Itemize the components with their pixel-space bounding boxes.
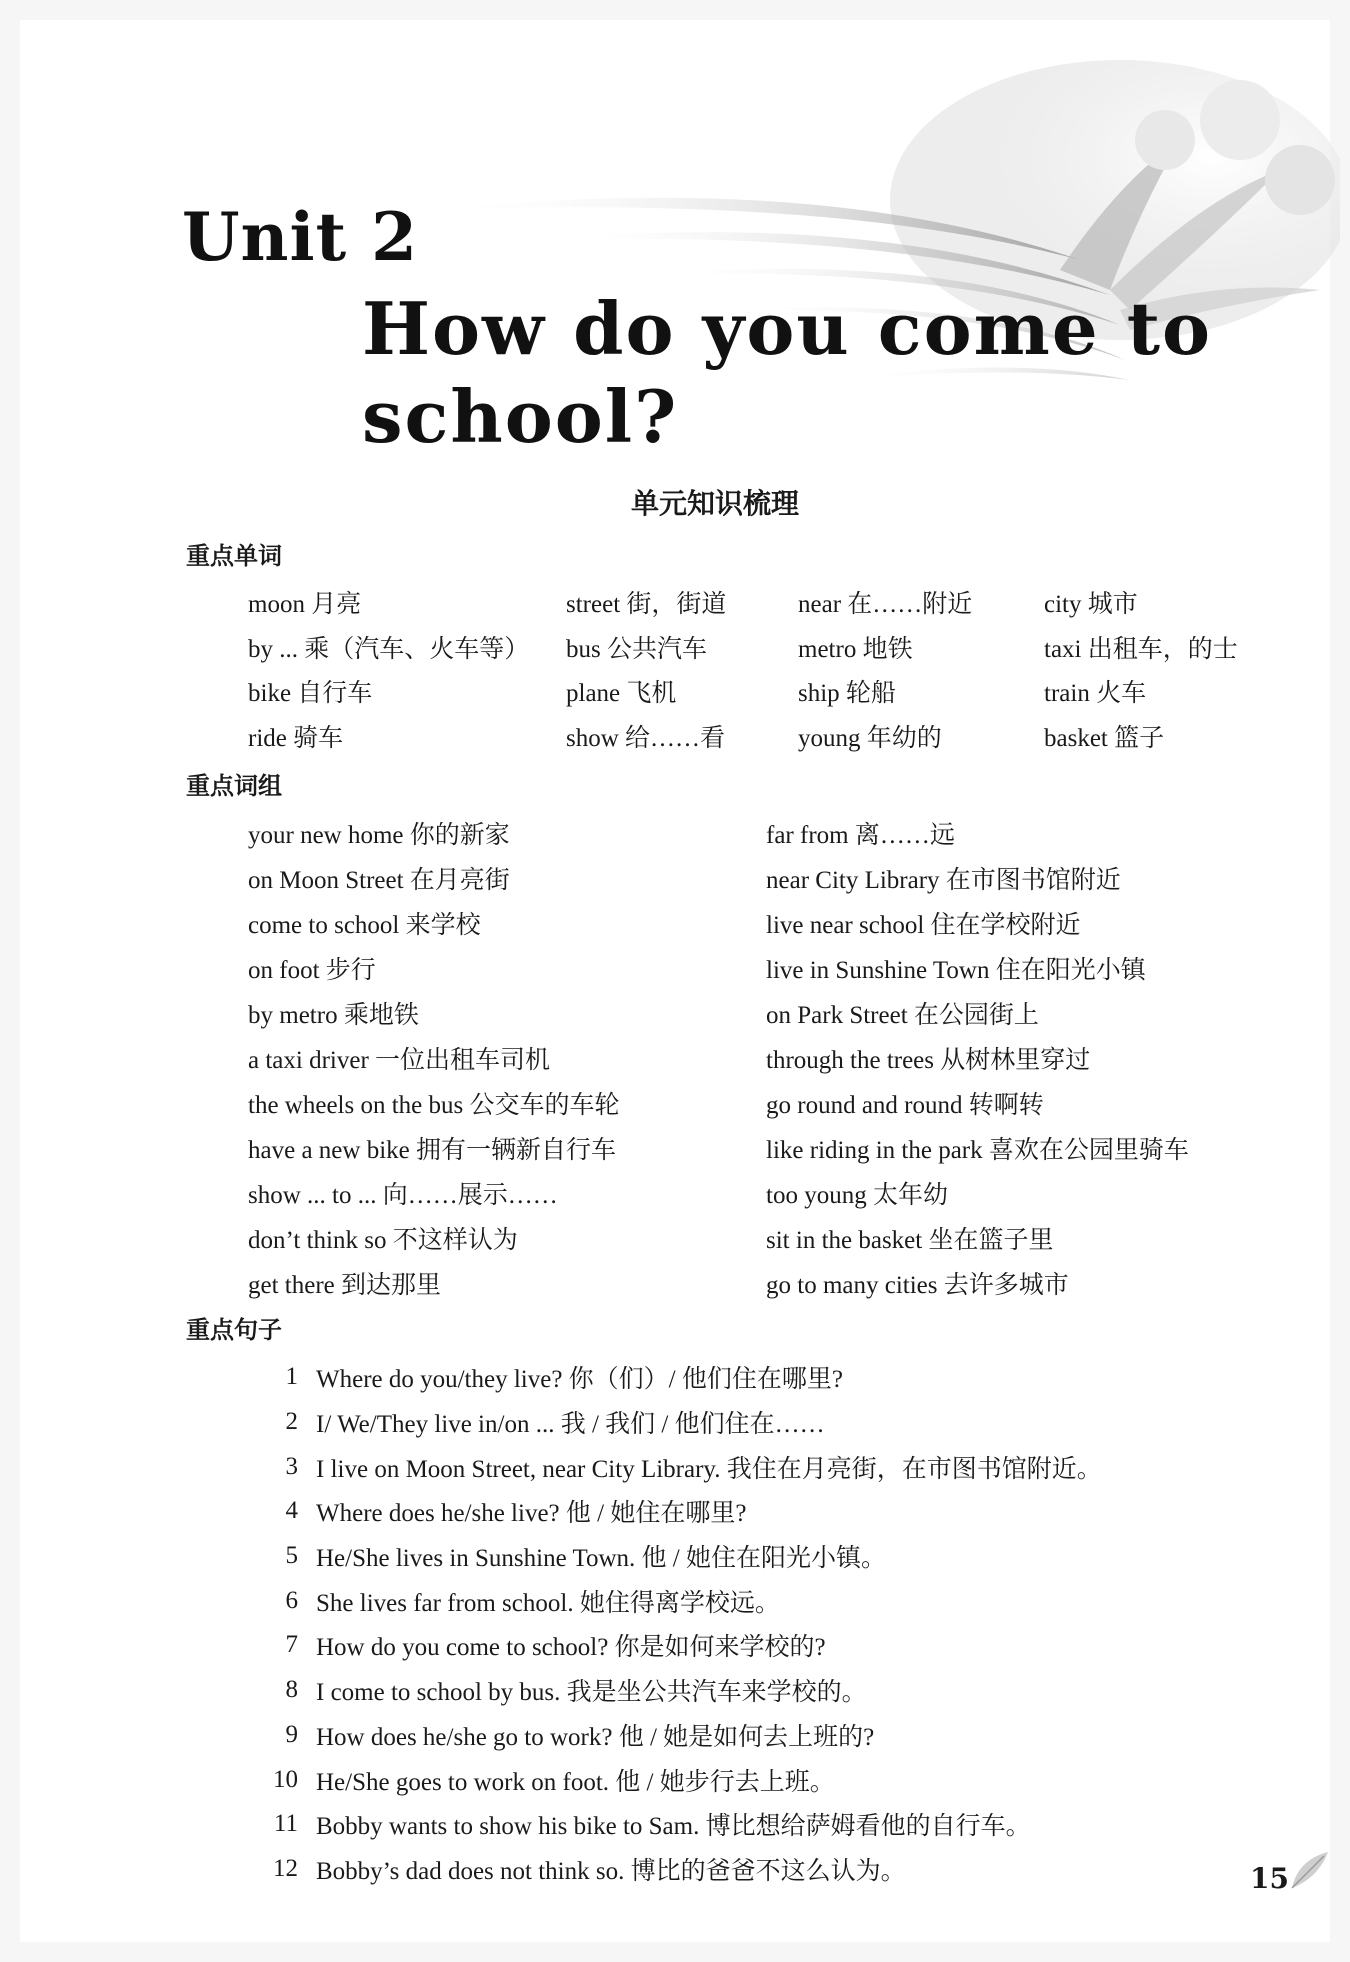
sentence-number: 5 xyxy=(285,1542,298,1570)
phrase-item: show ... to ... 向……展示…… xyxy=(248,1181,558,1209)
sentence-text: How does he/she go to work? 他 / 她是如何去上班的? xyxy=(316,1723,875,1751)
phrase-item: by metro 乘地铁 xyxy=(248,1001,419,1029)
section-title: 单元知识梳理 xyxy=(630,487,799,520)
key-phrases-list xyxy=(248,810,1308,1305)
word-item: metro 地铁 xyxy=(798,635,913,663)
sentence-text: She lives far from school. 她住得离学校远。 xyxy=(316,1589,780,1617)
word-item: train 火车 xyxy=(1044,680,1147,708)
phrase-item: have a new bike 拥有一辆新自行车 xyxy=(248,1136,616,1164)
sentence-item xyxy=(250,1355,1310,1400)
word-item: plane 飞机 xyxy=(566,680,677,708)
word-item: city 城市 xyxy=(1044,591,1138,619)
page-title xyxy=(362,285,1262,461)
phrase-item: a taxi driver 一位出租车司机 xyxy=(248,1046,551,1074)
word-item: bike 自行车 xyxy=(248,680,373,708)
phrase-item: the wheels on the bus 公交车的车轮 xyxy=(248,1091,620,1119)
sentence-item xyxy=(250,1713,1310,1758)
word-item: ship 轮船 xyxy=(798,680,896,708)
phrase-item: come to school 来学校 xyxy=(248,911,481,939)
sentence-item xyxy=(250,1534,1310,1579)
sentence-text: I come to school by bus. 我是坐公共汽车来学校的。 xyxy=(316,1679,867,1707)
phrase-item: near City Library 在市图书馆附近 xyxy=(766,866,1121,894)
heading-words: 重点单词 xyxy=(186,542,282,570)
phrase-item: go to many cities 去许多城市 xyxy=(766,1271,1069,1299)
sentence-number: 7 xyxy=(285,1631,298,1659)
phrase-item: too young 太年幼 xyxy=(766,1181,948,1209)
sentence-number: 1 xyxy=(285,1363,298,1391)
page-number: 15 xyxy=(1250,1862,1289,1895)
sentence-text: He/She lives in Sunshine Town. 他 / 她住在阳光小镇。 xyxy=(316,1545,887,1573)
sentence-number: 6 xyxy=(285,1586,298,1614)
title-line-1: How do you come to xyxy=(362,286,1213,371)
phrase-item: far from 离……远 xyxy=(766,821,955,849)
title-line-2: school? xyxy=(362,374,679,459)
word-item: ride 骑车 xyxy=(248,724,344,752)
sentence-number: 10 xyxy=(273,1765,298,1793)
sentence-text: He/She goes to work on foot. 他 / 她步行去上班。 xyxy=(316,1768,835,1796)
sentence-text: Where do you/they live? 你（们）/ 他们住在哪里? xyxy=(316,1366,843,1394)
phrase-item: live in Sunshine Town 住在阳光小镇 xyxy=(766,956,1146,984)
word-item: basket 篮子 xyxy=(1044,724,1165,752)
phrase-item: through the trees 从树林里穿过 xyxy=(766,1046,1091,1074)
word-item: show 给……看 xyxy=(566,724,726,752)
sentence-item xyxy=(250,1578,1310,1623)
phrase-item: like riding in the park 喜欢在公园里骑车 xyxy=(766,1136,1189,1164)
sentence-item xyxy=(250,1802,1310,1847)
phrase-item: on Park Street 在公园街上 xyxy=(766,1001,1039,1029)
leaf-icon xyxy=(1288,1848,1332,1892)
word-item: taxi 出租车，的士 xyxy=(1044,635,1238,663)
phrase-item: your new home 你的新家 xyxy=(248,821,510,849)
sentence-item xyxy=(250,1489,1310,1534)
phrase-item: get there 到达那里 xyxy=(248,1271,442,1299)
phrase-item: on foot 步行 xyxy=(248,956,376,984)
sentence-item xyxy=(250,1668,1310,1713)
heading-sentences: 重点句子 xyxy=(186,1316,282,1344)
sentence-text: Bobby wants to show his bike to Sam. 博比想给萨姆看他的自行车。 xyxy=(316,1813,1031,1841)
word-item: moon 月亮 xyxy=(248,591,362,619)
phrase-item: go round and round 转啊转 xyxy=(766,1091,1044,1119)
sentence-item xyxy=(250,1757,1310,1802)
unit-label: Unit 2 xyxy=(182,198,419,276)
sentence-number: 3 xyxy=(285,1452,298,1480)
sentence-text: Where does he/she live? 他 / 她住在哪里? xyxy=(316,1500,747,1528)
sentence-text: I live on Moon Street, near City Library. 我住在月亮街，在市图书馆附近。 xyxy=(316,1455,1102,1483)
sentence-number: 11 xyxy=(273,1810,298,1838)
sentence-number: 12 xyxy=(273,1854,298,1882)
sentence-item xyxy=(250,1623,1310,1668)
sentence-number: 8 xyxy=(285,1676,298,1704)
phrase-item: sit in the basket 坐在篮子里 xyxy=(766,1226,1054,1254)
word-item: near 在……附近 xyxy=(798,591,973,619)
phrase-item: on Moon Street 在月亮街 xyxy=(248,866,510,894)
word-item: young 年幼的 xyxy=(798,724,942,752)
sentence-text: Bobby’s dad does not think so. 博比的爸爸不这么认为。 xyxy=(316,1857,906,1885)
sentence-item xyxy=(250,1847,1310,1892)
heading-phrases: 重点词组 xyxy=(186,772,282,800)
word-item: by ... 乘（汽车、火车等） xyxy=(248,635,530,663)
phrase-item: don’t think so 不这样认为 xyxy=(248,1226,518,1254)
word-item: street 街，街道 xyxy=(566,591,727,619)
word-item: bus 公共汽车 xyxy=(566,635,707,663)
sentence-text: How do you come to school? 你是如何来学校的? xyxy=(316,1634,826,1662)
phrase-item: live near school 住在学校附近 xyxy=(766,911,1081,939)
sentence-number: 2 xyxy=(285,1408,298,1436)
sentence-text: I/ We/They live in/on ... 我 / 我们 / 他们住在…… xyxy=(316,1411,825,1439)
sentence-number: 9 xyxy=(285,1720,298,1748)
sentence-number: 4 xyxy=(285,1497,298,1525)
sentence-item xyxy=(250,1444,1310,1489)
key-sentences-list xyxy=(250,1355,1310,1891)
key-words-list xyxy=(248,580,1308,758)
sentence-item xyxy=(250,1400,1310,1445)
